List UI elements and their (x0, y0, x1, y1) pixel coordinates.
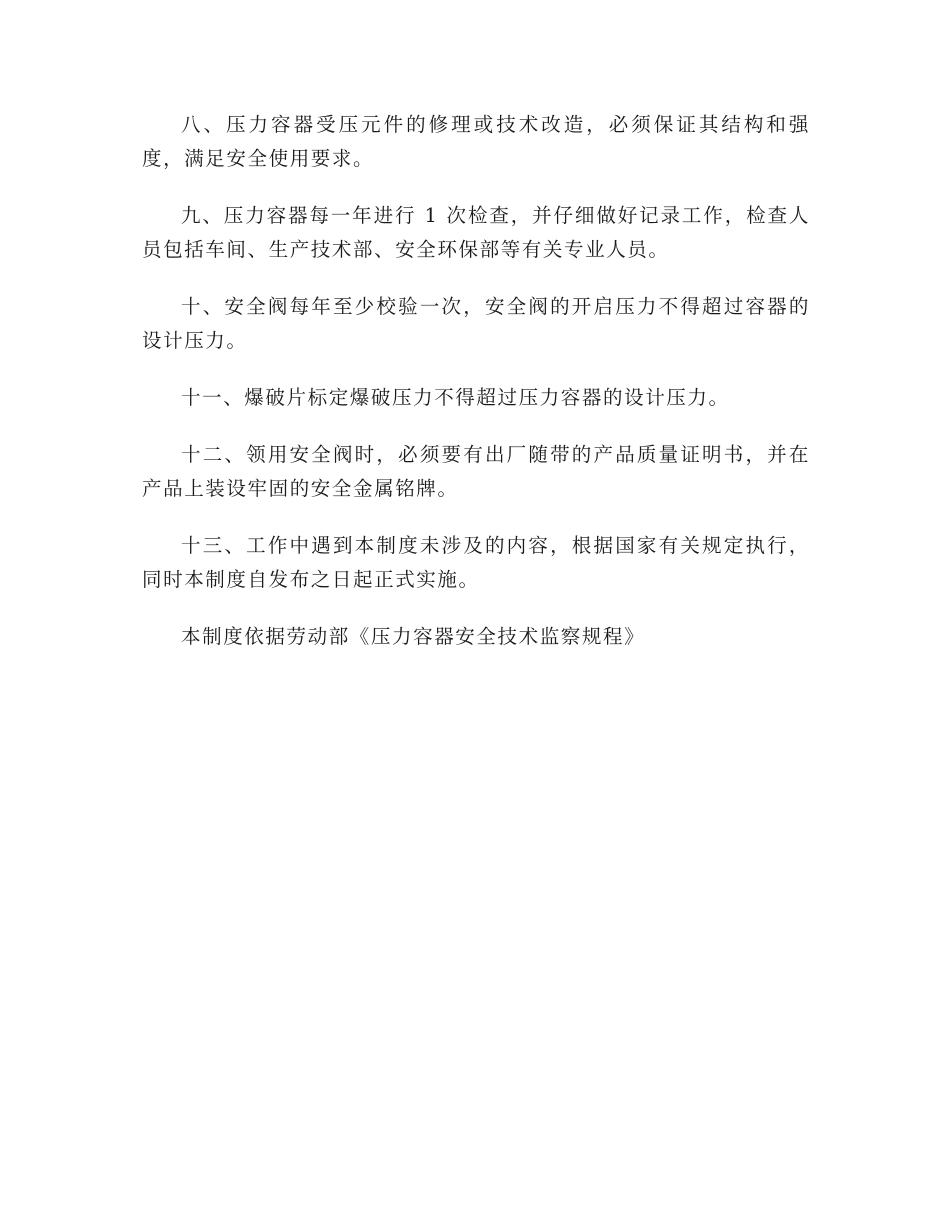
clause-10: 十、安全阀每年至少校验一次，安全阀的开启压力不得超过容器的设计压力。 (142, 295, 810, 352)
clause-13: 十三、工作中遇到本制度未涉及的内容，根据国家有关规定执行，同时本制度自发布之日起正式实施。 (142, 534, 810, 591)
clause-9: 九、压力容器每一年进行 1 次检查，并仔细做好记录工作，检查人员包括车间、生产技术部、安全环保部等有关专业人员。 (142, 204, 810, 261)
clause-8: 八、压力容器受压元件的修理或技术改造，必须保证其结构和强度，满足安全使用要求。 (142, 113, 810, 170)
basis-statement: 本制度依据劳动部《压力容器安全技术监察规程》 (181, 625, 646, 648)
document-body (142, 108, 810, 677)
clause-11: 十一、爆破片标定爆破压力不得超过压力容器的设计压力。 (181, 386, 730, 409)
clause-12: 十二、领用安全阀时，必须要有出厂随带的产品质量证明书，并在产品上装设牢固的安全金属铭牌。 (142, 443, 810, 500)
